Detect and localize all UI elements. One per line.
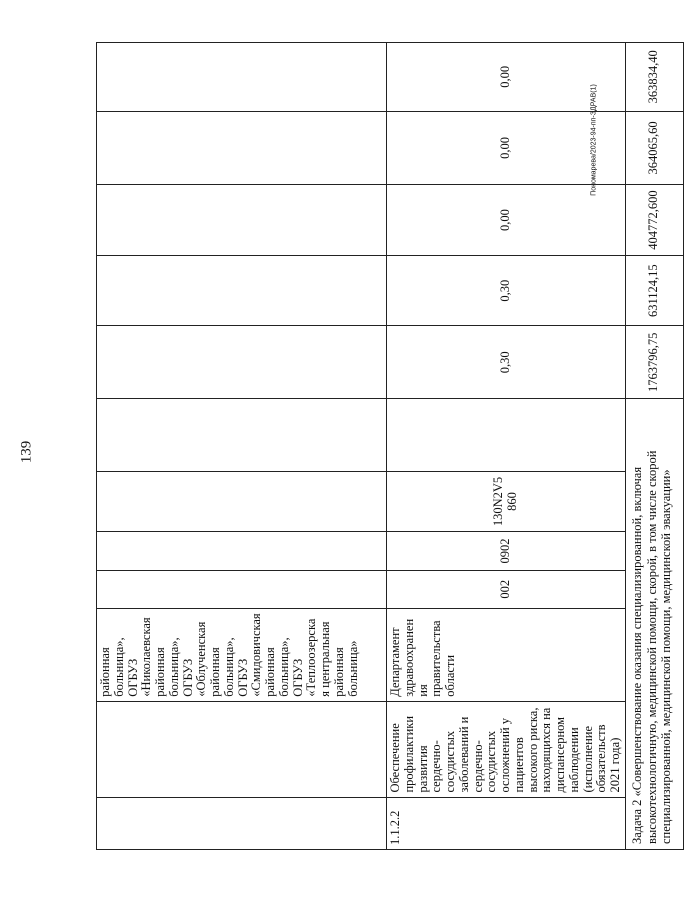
task-value: 1763796,75 <box>625 326 683 399</box>
cell-name: Обеспечение профилактики развития сердечно-сосудистых заболеваний и сердечно-сосудистых осложнений у пациентов высокого риска, находящихся на диспансерном наблюдении (исполнение обязательств 2021 года) <box>387 701 626 797</box>
task-value: 363834,40 <box>625 43 683 112</box>
cell-rzpr: 0902 <box>387 532 626 570</box>
table-row <box>387 43 626 850</box>
cell-num: 1.1.2.2 <box>387 797 626 849</box>
cell-empty <box>97 471 387 532</box>
cell-empty <box>97 255 387 326</box>
task-value: 364065,60 <box>625 111 683 185</box>
cell-empty <box>97 326 387 399</box>
cell-empty <box>97 570 387 608</box>
cell-executor: Департамент здравоохранения правительства области <box>387 608 626 701</box>
cell-value: 0,00 <box>387 185 626 256</box>
cell-empty <box>97 111 387 185</box>
cell-value: 0,00 <box>387 111 626 185</box>
task-value: 631124,15 <box>625 255 683 326</box>
cell-empty <box>97 399 387 472</box>
task-value: 404772,600 <box>625 185 683 256</box>
cell-empty <box>97 43 387 112</box>
budget-table <box>96 42 684 850</box>
page-number: 139 <box>18 440 35 464</box>
cell-empty <box>97 185 387 256</box>
cell-value: 0,30 <box>387 255 626 326</box>
table-row-task <box>625 43 683 850</box>
cell-num-empty <box>97 797 387 849</box>
cell-value: 0,00 <box>387 43 626 112</box>
cell-vr <box>387 399 626 472</box>
task-text: Задача 2 «Совершенствование оказания специализированной, включая высокотехнологичную, медицинской помощи, скорой, в том числе скорой специализированной, медицинской помощи, медицинской эвакуации» <box>625 399 683 850</box>
cell-executor: районная больница», ОГБУЗ «Николаевская районная больница», ОГБУЗ «Облученская районная больница», ОГБУЗ «Смидовичская районная больница», ОГБУЗ «Теплоозерская центральная районная больница» <box>97 608 387 701</box>
cell-csr: 130N2V5860 <box>387 471 626 532</box>
cell-value: 0,30 <box>387 326 626 399</box>
table-row <box>97 43 387 850</box>
side-note: Пономарева/2023-94-пп-ЗДРАВ(1) <box>590 84 598 196</box>
cell-name-empty <box>97 701 387 797</box>
cell-empty <box>97 532 387 570</box>
cell-grbs: 002 <box>387 570 626 608</box>
